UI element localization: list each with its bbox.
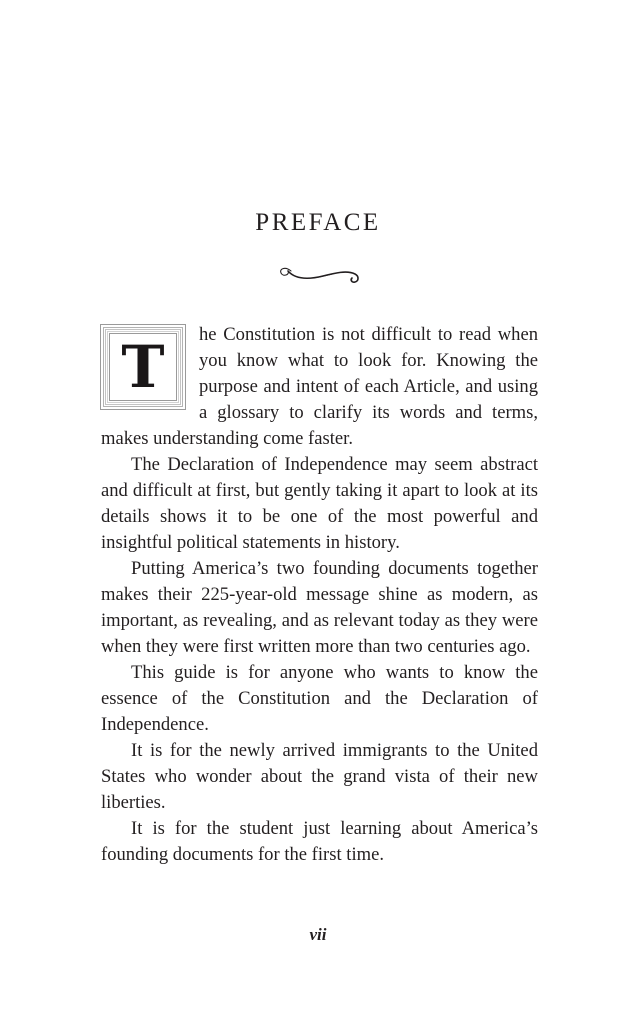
preface-body [101,322,538,868]
drop-cap-letter: T [121,333,165,401]
flourish-ornament-icon [277,262,361,286]
drop-cap-frame [100,324,186,410]
paragraph-5: It is for the newly arrived immigrants to the United States who wonder about the grand vista of their new liberties. [101,740,538,813]
paragraph-4: This guide is for anyone who wants to know the essence of the Constitution and the Declaration of Independence. [101,662,538,735]
paragraph-2: The Declaration of Independence may seem abstract and difficult at first, but gently taking it apart to look at its details shows it to be one of the most powerful and insightful political statements in history. [101,454,538,553]
chapter-title: PREFACE [255,209,381,236]
paragraph-3: Putting America’s two founding documents together makes their 225-year-old message shine as modern, as important, as revealing, and as relevant today as they were when they were first written more than two centuries ago. [101,558,538,657]
paragraph-1: he Constitution is not difficult to read when you know what to look for. Knowing the purpose and intent of each Article, and using a glossary to clarify its words and terms, makes understanding come faster. [101,324,538,449]
paragraph-6: It is for the student just learning about America’s founding documents for the first time. [101,818,538,865]
page-number: vii [309,925,327,944]
